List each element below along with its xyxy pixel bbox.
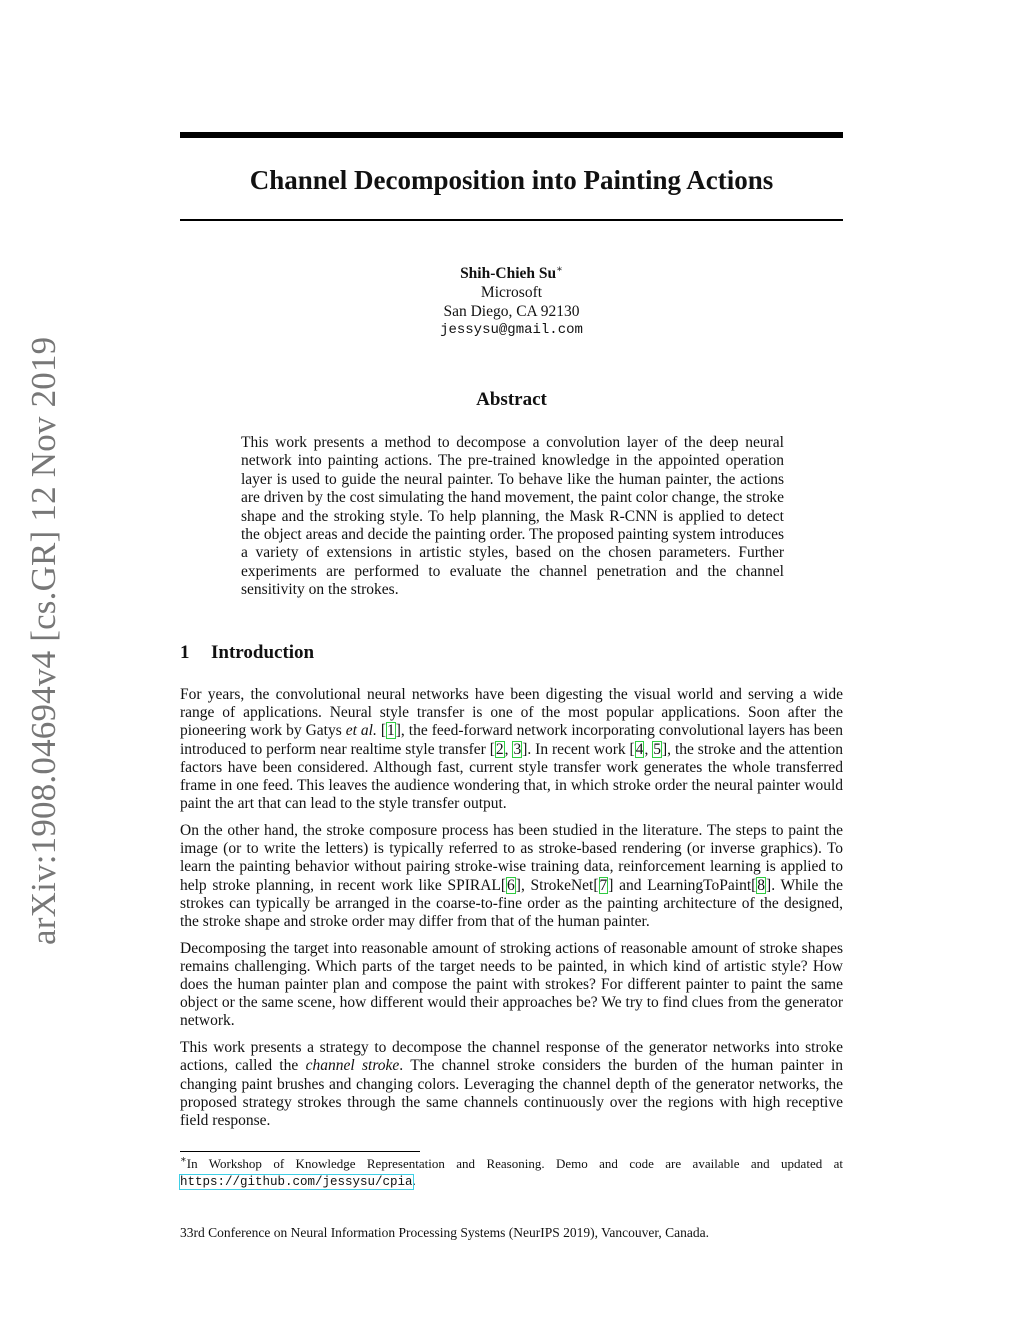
footnote — [180, 1155, 843, 1191]
footnote-rule — [180, 1151, 420, 1152]
venue-line: 33rd Conference on Neural Information Processing Systems (NeurIPS 2019), Vancouver, Canada. — [180, 1225, 709, 1240]
citation-link[interactable]: 6 — [507, 876, 515, 894]
citation-link[interactable]: 2 — [495, 740, 504, 758]
text-run: . The channel stroke considers the burden of the human painter in changing paint brushes and changing colors. Leveraging the channel depth of the generator networks, the proposed strategy strokes through the same channels continuously over the regions with high receptive field response. — [180, 1057, 843, 1129]
text-run: For years, the convolutional neural networks have been digesting the visual world and serving a wide range of applications. Neural style transfer is one of the most popular applications. Soon after the pioneering work by Gatys — [180, 686, 843, 740]
author-line — [180, 264, 843, 283]
paragraph-4 — [180, 1039, 843, 1130]
text-run: ], the feed-forward network incorporating convolutional layers has been introduced to perform near realtime style transfer [ — [180, 722, 843, 758]
citation-link[interactable]: 4 — [635, 740, 644, 758]
paragraph-2 — [180, 822, 843, 931]
citation-link[interactable]: 5 — [653, 740, 661, 758]
paragraph-1 — [180, 686, 843, 813]
citation-link[interactable]: 8 — [757, 876, 766, 894]
text-run: ] and LearningToPaint[ — [608, 876, 757, 894]
title-bottom-rule — [180, 219, 843, 221]
footnote-end: . — [412, 1173, 416, 1188]
text-run: This work presents a strategy to decompose the channel response of the generator networks into stroke actions, called the — [180, 1039, 843, 1075]
citation-link[interactable]: 7 — [599, 876, 608, 894]
paragraph-3: Decomposing the target into reasonable amount of stroking actions of reasonable amount of stroke shapes remains challenging. Which parts of the target needs to be painted, in which kind of artistic style? How does the human painter plan and compose the paint with strokes? For different painter to paint the same object or the same scene, how different would their approaches be? We try to find clues from the generator network. — [180, 939, 843, 1030]
citation-link[interactable]: 1 — [387, 722, 395, 740]
footnote-text: In Workshop of Knowledge Representation and Reasoning. Demo and code are available and updated at — [186, 1156, 843, 1171]
section-title: Introduction — [211, 642, 315, 663]
repo-url-link[interactable]: https://github.com/jessysu/cpia — [180, 1175, 413, 1189]
paper-title: Channel Decomposition into Painting Actions — [249, 165, 774, 195]
author-block — [180, 264, 843, 340]
title-top-rule — [180, 132, 843, 138]
text-run: ]. While the strokes can typically be arranged in the coarse-to-fine order as the painting architecture of the designed, the stroke shape and stroke order may differ from that of the human painter. — [180, 876, 843, 930]
text-run: , — [504, 740, 513, 758]
text-run: On the other hand, the stroke composure process has been studied in the literature. The steps to paint the image (or to write the letters) is typically referred to as stroke-based rendering (or inverse graphics). To learn the painting behavior without pairing stroke-wise training data, reinforcement learning is applied to help stroke planning, in recent work like SPIRAL[ — [180, 821, 843, 894]
abstract-text: This work presents a method to decompose a convolution layer of the deep neural network into painting actions. The pre-trained knowledge in the appointed operation layer is used to guide the neural painter. To behave like the human painter, the actions are driven by the cost simulating the hand movement, the paint color change, the stroke shape and the stroking style. To help planning, the Mask R-CNN is applied to detect the object areas and decide the painting order. The proposed painting system introduces a variety of extensions in artistic styles, based on the chosen parameters. Further experiments are performed to evaluate the channel penetration and the channel sensitivity on the strokes. — [241, 434, 784, 599]
text-run: ], StrokeNet[ — [515, 876, 599, 894]
text-run: [ — [376, 722, 387, 740]
section-number: 1 — [180, 642, 190, 663]
text-run: , — [644, 740, 653, 758]
author-email[interactable]: jessysu@gmail.com — [440, 322, 583, 338]
footnote-mark: ∗ — [180, 1154, 187, 1166]
author-location: San Diego, CA 92130 — [443, 303, 580, 320]
text-run-italic: channel stroke — [305, 1057, 400, 1075]
author-affiliation: Microsoft — [480, 284, 543, 301]
arxiv-identifier: arXiv:1908.04694v4 [cs.GR] 12 Nov 2019 — [24, 336, 63, 945]
author-name: Shih-Chieh Su — [460, 265, 557, 282]
citation-link[interactable]: 3 — [513, 740, 522, 758]
abstract-heading: Abstract — [476, 389, 547, 410]
text-run-italic: et al. — [345, 722, 377, 740]
text-run: ], the stroke and the attention factors have been considered. Although fast, current style transfer work generates the whole transferred frame in one feed. This leaves the audience wondering that, in which stroke order the neural painter would paint the art that can lead to the style transfer output. — [180, 740, 843, 813]
text-run: ]. In recent work [ — [522, 740, 635, 758]
author-footnote-mark: ∗ — [556, 263, 563, 275]
section-heading — [180, 640, 843, 666]
section-body — [180, 686, 843, 1139]
